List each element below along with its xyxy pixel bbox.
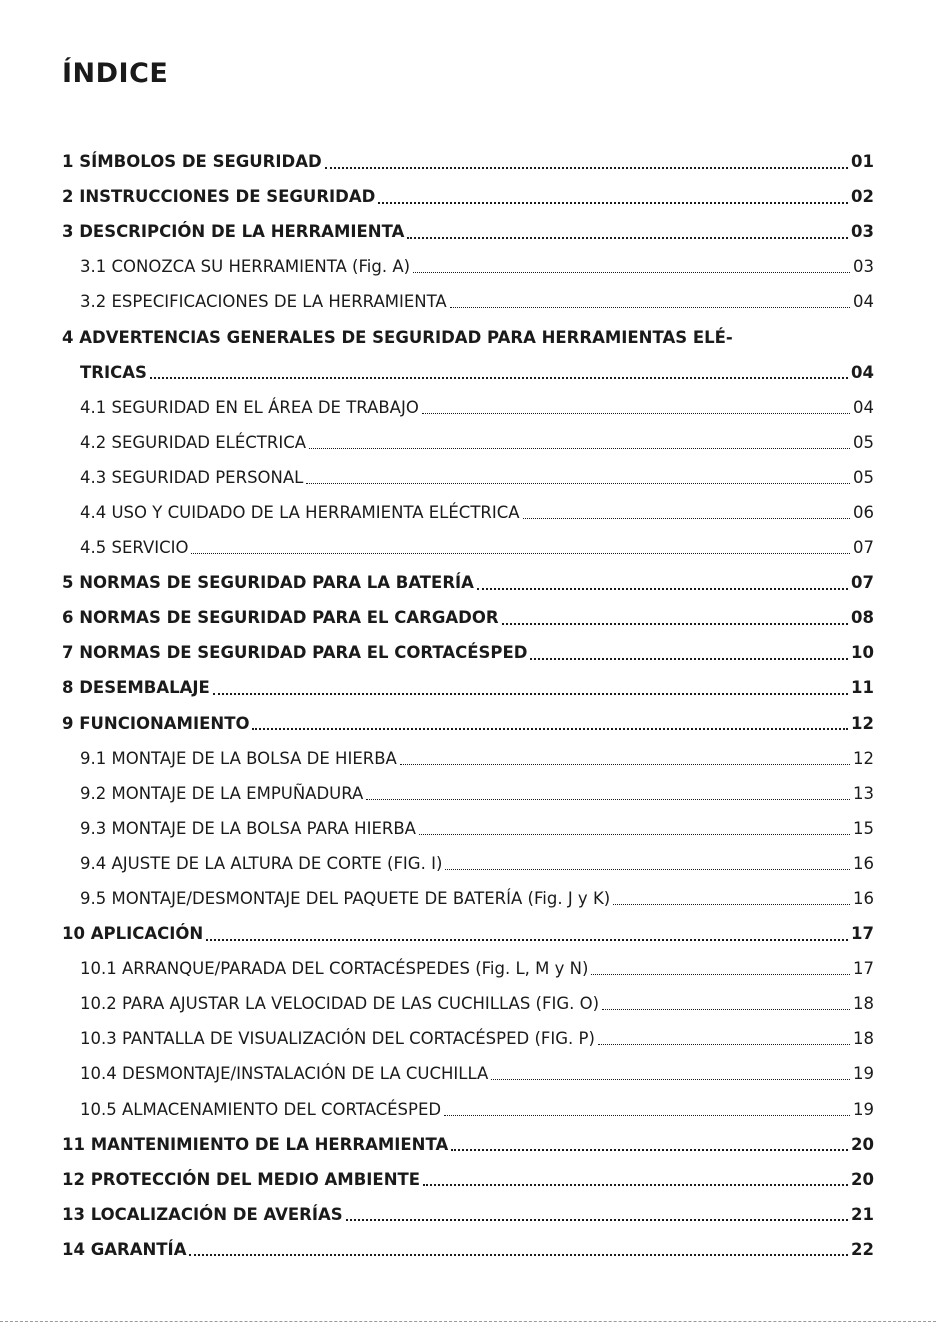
dot-leader xyxy=(189,1254,848,1256)
toc-subsection-entry[interactable] xyxy=(62,881,874,916)
toc-page-number: 01 xyxy=(851,152,874,172)
toc-page-number: 18 xyxy=(853,1029,874,1049)
dot-leader xyxy=(445,869,850,870)
toc-subsection-entry[interactable] xyxy=(62,951,874,986)
toc-page-number: 22 xyxy=(851,1239,874,1259)
toc-entry-label: 9.4 AJUSTE DE LA ALTURA DE CORTE (FIG. I) xyxy=(80,853,443,873)
toc-entry-label: 3.1 CONOZCA SU HERRAMIENTA (Fig. A) xyxy=(80,257,411,277)
toc-entry-label: 2 INSTRUCCIONES DE SEGURIDAD xyxy=(62,187,376,207)
toc-entry-label: 4.1 SEGURIDAD EN EL ÁREA DE TRABAJO xyxy=(80,397,419,417)
dot-leader xyxy=(602,1009,850,1010)
dot-leader xyxy=(422,413,850,414)
toc-page-number: 11 xyxy=(851,678,874,698)
bottom-divider xyxy=(0,1321,936,1322)
dot-leader xyxy=(366,799,850,800)
toc-page-number: 03 xyxy=(853,257,874,277)
toc-section-entry[interactable] xyxy=(62,1127,874,1162)
dot-leader xyxy=(530,658,848,660)
toc-subsection-entry[interactable] xyxy=(62,846,874,881)
toc-entry-label: 10.2 PARA AJUSTAR LA VELOCIDAD DE LAS CUCHILLAS (FIG. O) xyxy=(80,994,600,1014)
dot-leader xyxy=(491,1079,850,1080)
dot-leader xyxy=(450,307,850,308)
toc-entry-label: 8 DESEMBALAJE xyxy=(62,678,210,698)
dot-leader xyxy=(613,904,850,905)
toc-entry-label: 4 ADVERTENCIAS GENERALES DE SEGURIDAD PARA HERRAMIENTAS ELÉ- xyxy=(62,327,733,347)
toc-entry-label: 3 DESCRIPCIÓN DE LA HERRAMIENTA xyxy=(62,222,405,242)
toc-section-entry[interactable] xyxy=(62,1162,874,1197)
toc-entry-label: 1 SÍMBOLOS DE SEGURIDAD xyxy=(62,152,322,172)
toc-subsection-entry[interactable] xyxy=(62,986,874,1021)
dot-leader xyxy=(477,588,848,590)
toc-subsection-entry[interactable] xyxy=(62,425,874,460)
toc-page-number: 07 xyxy=(851,573,874,593)
toc-entry-label: 3.2 ESPECIFICACIONES DE LA HERRAMIENTA xyxy=(80,292,447,312)
toc-page-number: 16 xyxy=(853,853,874,873)
toc-page-number: 12 xyxy=(851,713,874,733)
toc-page-number: 03 xyxy=(851,222,874,242)
toc-entry-label: 10.3 PANTALLA DE VISUALIZACIÓN DEL CORTACÉSPED (FIG. P) xyxy=(80,1029,595,1049)
toc-entry-label: 4.2 SEGURIDAD ELÉCTRICA xyxy=(80,432,307,452)
toc-entry-label: 9.2 MONTAJE DE LA EMPUÑADURA xyxy=(80,783,364,803)
toc-page-number: 16 xyxy=(853,889,874,909)
toc-section-entry[interactable] xyxy=(62,600,874,635)
toc-section-entry[interactable] xyxy=(62,179,874,214)
toc-entry-label: 10.1 ARRANQUE/PARADA DEL CORTACÉSPEDES (Fig. L, M y N) xyxy=(80,959,589,979)
toc-subsection-entry[interactable] xyxy=(62,460,874,495)
toc-subsection-entry[interactable] xyxy=(62,249,874,284)
toc-page-number: 17 xyxy=(851,924,874,944)
dot-leader xyxy=(306,483,850,484)
toc-subsection-entry[interactable] xyxy=(62,1056,874,1091)
toc-entry-label: 9.5 MONTAJE/DESMONTAJE DEL PAQUETE DE BATERÍA (Fig. J y K) xyxy=(80,889,611,909)
dot-leader xyxy=(419,834,850,835)
toc-section-entry[interactable] xyxy=(62,355,874,390)
dot-leader xyxy=(502,623,848,625)
dot-leader xyxy=(523,518,850,519)
dot-leader xyxy=(598,1044,850,1045)
toc-entry-label: 12 PROTECCIÓN DEL MEDIO AMBIENTE xyxy=(62,1169,421,1189)
dot-leader xyxy=(413,272,850,273)
toc-entry-label: 9.3 MONTAJE DE LA BOLSA PARA HIERBA xyxy=(80,818,416,838)
toc-page-number: 08 xyxy=(851,608,874,628)
toc-page-number: 04 xyxy=(853,397,874,417)
toc-subsection-entry[interactable] xyxy=(62,390,874,425)
toc-section-entry[interactable] xyxy=(62,1232,874,1267)
toc-entry-label: 10 APLICACIÓN xyxy=(62,924,204,944)
toc-entry-label: 7 NORMAS DE SEGURIDAD PARA EL CORTACÉSPED xyxy=(62,643,528,663)
dot-leader xyxy=(378,202,848,204)
dot-leader xyxy=(346,1219,848,1221)
toc-subsection-entry[interactable] xyxy=(62,741,874,776)
toc-entry-label: 4.4 USO Y CUIDADO DE LA HERRAMIENTA ELÉCTRICA xyxy=(80,502,520,522)
toc-subsection-entry[interactable] xyxy=(62,495,874,530)
dot-leader xyxy=(591,974,850,975)
dot-leader xyxy=(206,939,848,941)
dot-leader xyxy=(191,553,850,554)
toc-page-number: 17 xyxy=(853,959,874,979)
toc-subsection-entry[interactable] xyxy=(62,776,874,811)
toc-entry-label: 6 NORMAS DE SEGURIDAD PARA EL CARGADOR xyxy=(62,608,499,628)
toc-page-number: 05 xyxy=(853,432,874,452)
toc-page-number: 20 xyxy=(851,1134,874,1154)
toc-section-entry[interactable] xyxy=(62,635,874,670)
toc-page-number: 13 xyxy=(853,783,874,803)
toc-entry-label: 5 NORMAS DE SEGURIDAD PARA LA BATERÍA xyxy=(62,573,474,593)
toc-section-entry[interactable] xyxy=(62,319,874,354)
toc-subsection-entry[interactable] xyxy=(62,530,874,565)
toc-page-number: 06 xyxy=(853,502,874,522)
toc-entry-label: 11 MANTENIMIENTO DE LA HERRAMIENTA xyxy=(62,1134,449,1154)
dot-leader xyxy=(444,1115,850,1116)
dot-leader xyxy=(309,448,850,449)
toc-subsection-entry[interactable] xyxy=(62,1092,874,1127)
dot-leader xyxy=(150,377,848,379)
toc-section-entry[interactable] xyxy=(62,916,874,951)
dot-leader xyxy=(423,1184,848,1186)
toc-section-entry[interactable] xyxy=(62,144,874,179)
toc-entry-label: 4.3 SEGURIDAD PERSONAL xyxy=(80,467,304,487)
toc-page-number: 21 xyxy=(851,1204,874,1224)
dot-leader xyxy=(451,1149,848,1151)
toc-entry-label: 14 GARANTÍA xyxy=(62,1239,187,1259)
toc-entry-label: 13 LOCALIZACIÓN DE AVERÍAS xyxy=(62,1204,343,1224)
toc-page-number: 05 xyxy=(853,467,874,487)
toc-entry-label: TRICAS xyxy=(80,362,147,382)
toc-subsection-entry[interactable] xyxy=(62,284,874,319)
toc-section-entry[interactable] xyxy=(62,706,874,741)
toc-subsection-entry[interactable] xyxy=(62,1021,874,1056)
toc-section-entry[interactable] xyxy=(62,1197,874,1232)
toc-page-number: 19 xyxy=(853,1064,874,1084)
dot-leader xyxy=(407,237,848,239)
toc-section-entry[interactable] xyxy=(62,670,874,705)
page-title: ÍNDICE xyxy=(62,58,169,89)
toc-entry-label: 9.1 MONTAJE DE LA BOLSA DE HIERBA xyxy=(80,748,397,768)
toc-entry-label: 10.5 ALMACENAMIENTO DEL CORTACÉSPED xyxy=(80,1099,442,1119)
toc-subsection-entry[interactable] xyxy=(62,811,874,846)
dot-leader xyxy=(325,167,848,169)
toc-page-number: 04 xyxy=(851,362,874,382)
toc-page-number: 19 xyxy=(853,1099,874,1119)
dot-leader xyxy=(252,728,848,730)
dot-leader xyxy=(400,764,850,765)
toc-page-number: 02 xyxy=(851,187,874,207)
toc-page-number: 15 xyxy=(853,818,874,838)
toc-page-number: 20 xyxy=(851,1169,874,1189)
table-of-contents xyxy=(62,144,874,1267)
toc-page-number: 12 xyxy=(853,748,874,768)
toc-section-entry[interactable] xyxy=(62,565,874,600)
toc-entry-label: 9 FUNCIONAMIENTO xyxy=(62,713,250,733)
toc-page-number: 07 xyxy=(853,538,874,558)
dot-leader xyxy=(213,693,848,695)
toc-page-number: 18 xyxy=(853,994,874,1014)
toc-entry-label: 4.5 SERVICIO xyxy=(80,538,189,558)
toc-page-number: 10 xyxy=(851,643,874,663)
toc-entry-label: 10.4 DESMONTAJE/INSTALACIÓN DE LA CUCHILLA xyxy=(80,1064,489,1084)
toc-section-entry[interactable] xyxy=(62,214,874,249)
toc-page-number: 04 xyxy=(853,292,874,312)
